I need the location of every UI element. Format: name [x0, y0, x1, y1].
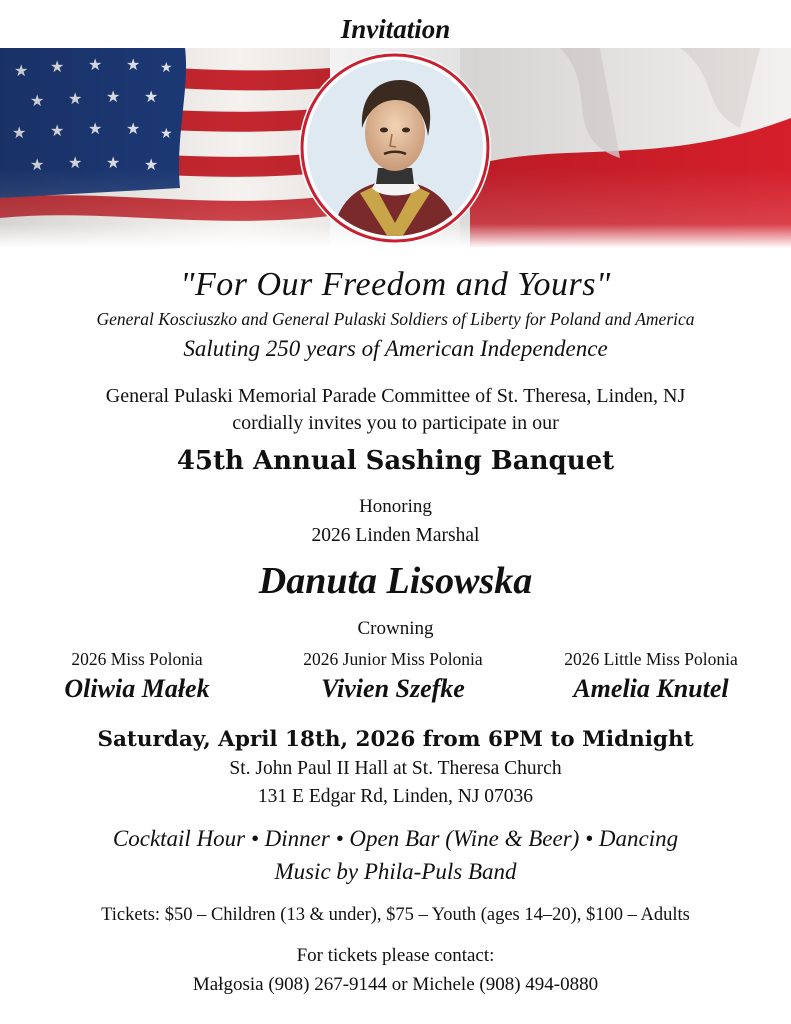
- queen-title: 2026 Junior Miss Polonia: [303, 649, 483, 669]
- crowning-label: Crowning: [357, 618, 434, 639]
- invitation-line: cordially invites you to participate in our: [232, 412, 559, 434]
- banquet-title: 45th Annual Sashing Banquet: [176, 446, 615, 476]
- subtitle-soldiers-of-liberty: General Kosciuszko and General Pulaski Soldiers of Liberty for Poland and America: [96, 309, 695, 329]
- queen-name: Vivien Szefke: [321, 674, 465, 703]
- queen-little-miss-polonia: [526, 649, 776, 704]
- event-venue: St. John Paul II Hall at St. Theresa Church: [229, 758, 562, 779]
- slogan: "For Our Freedom and Yours": [180, 266, 611, 303]
- music-line: Music by Phila-Puls Band: [274, 859, 517, 884]
- committee-line: General Pulaski Memorial Parade Committee of St. Theresa, Linden, NJ: [105, 385, 686, 407]
- flag-banner: [0, 48, 791, 248]
- event-address: 131 E Edgar Rd, Linden, NJ 07036: [257, 786, 534, 807]
- queen-title: 2026 Little Miss Polonia: [564, 649, 738, 669]
- queen-junior-miss-polonia: [268, 649, 518, 704]
- queen-name: Amelia Knutel: [573, 674, 729, 703]
- queen-title: 2026 Miss Polonia: [71, 649, 203, 669]
- queen-name: Oliwia Małek: [64, 674, 210, 703]
- subtitle-independence: Saluting 250 years of American Independence: [183, 336, 608, 361]
- contact-label: For tickets please contact:: [296, 945, 495, 966]
- amenities-line: Cocktail Hour • Dinner • Open Bar (Wine & Beer) • Dancing: [112, 826, 679, 851]
- event-date: Saturday, April 18th, 2026 from 6PM to Midnight: [97, 727, 694, 752]
- ticket-prices: Tickets: $50 – Children (13 & under), $75 – Youth (ages 14–20), $100 – Adults: [101, 905, 690, 925]
- honoring-label: Honoring: [359, 496, 432, 517]
- queen-miss-polonia: [12, 649, 262, 704]
- marshal-name: Danuta Lisowska: [258, 560, 533, 602]
- contact-phones: Małgosia (908) 267-9144 or Michele (908) 494-0880: [192, 974, 599, 995]
- marshal-role: 2026 Linden Marshal: [311, 525, 480, 546]
- invitation-title: Invitation: [340, 14, 451, 44]
